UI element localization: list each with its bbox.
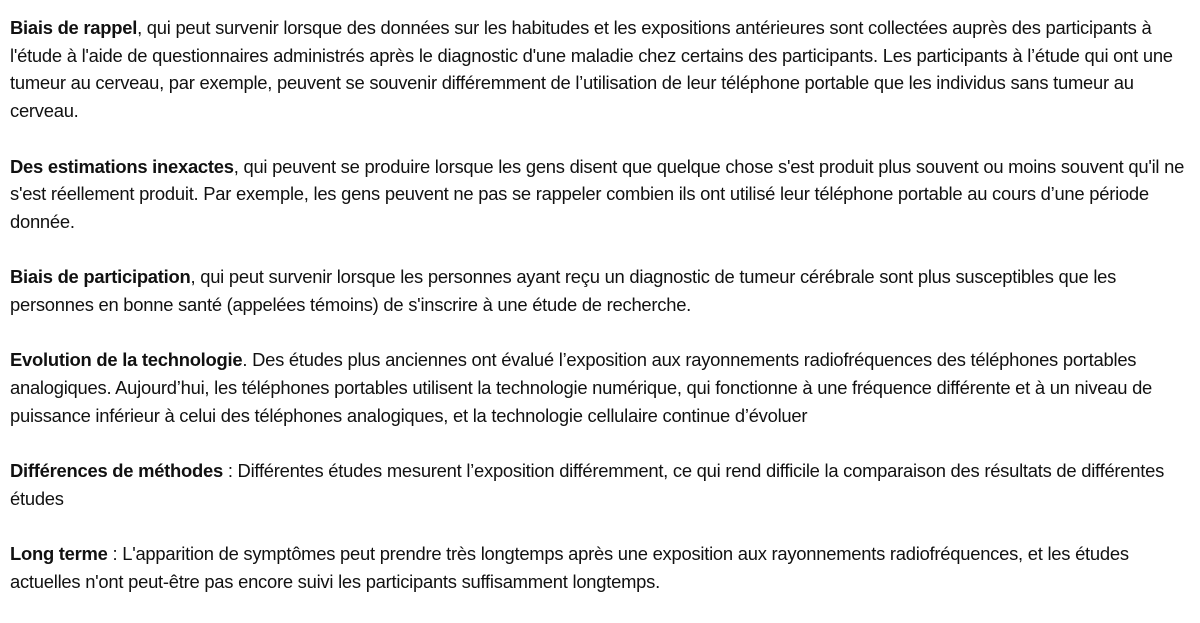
paragraph-text: : Différentes études mesurent l’exposition différemment, ce qui rend difficile la comparaison des résultats de différentes études	[10, 460, 1165, 509]
paragraph-text: , qui peut survenir lorsque les personnes ayant reçu un diagnostic de tumeur cérébrale sont plus susceptibles que les personnes en bonne santé (appelées témoins) de s'inscrire à une étude de recherche.	[10, 266, 1117, 315]
paragraph-term: Evolution de la technologie	[10, 349, 243, 371]
paragraph-inaccurate-estimates	[10, 153, 1195, 236]
paragraph-text: . Des études plus anciennes ont évalué l’exposition aux rayonnements radiofréquences des téléphones portables analogiques. Aujourd’hui, les téléphones portables utilisent la technologie numérique, qui fonctionne à une fréquence différente et à un niveau de puissance inférieur à celui des téléphones analogiques, et la technologie cellulaire continue d’évoluer	[10, 349, 1153, 426]
paragraph-term: Biais de rappel	[10, 17, 138, 38]
paragraph-technology-evolution	[10, 346, 1195, 429]
paragraph-term: Long terme	[10, 543, 108, 565]
document-body	[10, 14, 1195, 596]
paragraph-recall-bias	[10, 14, 1195, 125]
paragraph-participation-bias	[10, 263, 1195, 318]
paragraph-long-term	[10, 540, 1195, 595]
paragraph-text: , qui peuvent se produire lorsque les gens disent que quelque chose s'est produit plus souvent ou moins souvent qu'il ne s'est réellement produit. Par exemple, les gens peuvent ne pas se rappeler combien ils ont utilisé leur téléphone portable au cours d’une période donnée.	[10, 155, 1185, 232]
paragraph-text: , qui peut survenir lorsque des données sur les habitudes et les expositions antérieures sont collectées auprès des participants à l'étude à l'aide de questionnaires administrés après le diagnostic d'une maladie chez certains des participants. Les participants à l’étude qui ont une tumeur au cerveau, par exemple, peuvent se souvenir différemment de l’utilisation de leur téléphone portable que les individus sans tumeur au cerveau.	[10, 17, 1173, 122]
paragraph-term: Biais de participation	[10, 266, 191, 288]
paragraph-text: : L'apparition de symptômes peut prendre très longtemps après une exposition aux rayonnements radiofréquences, et les études actuelles n'ont peut-être pas encore suivi les participants suffisamment longtemps.	[10, 543, 1129, 592]
paragraph-term: Différences de méthodes	[10, 460, 223, 482]
paragraph-method-differences	[10, 457, 1195, 512]
paragraph-term: Des estimations inexactes	[10, 155, 234, 177]
